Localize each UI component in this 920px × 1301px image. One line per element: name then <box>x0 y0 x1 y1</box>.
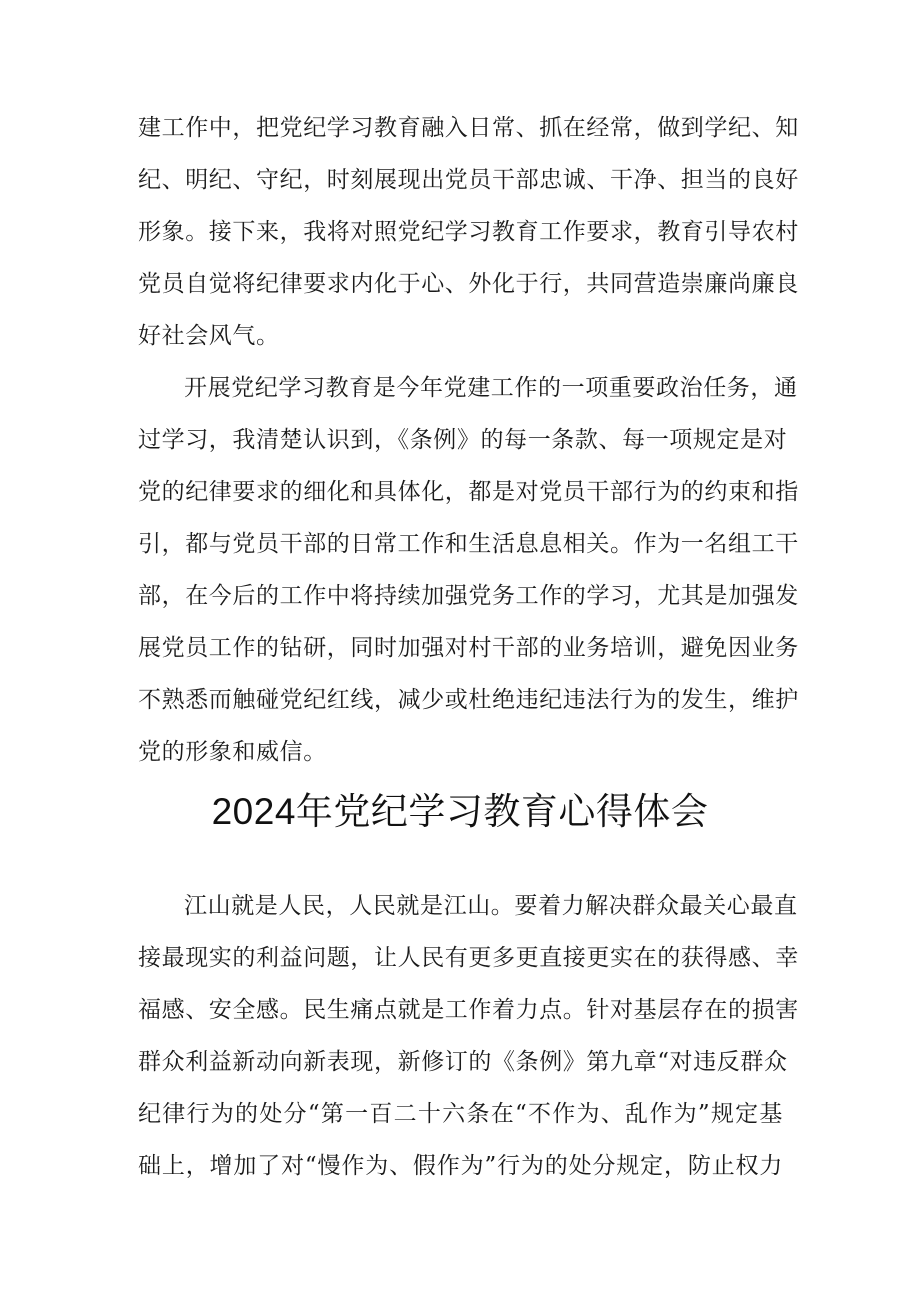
paragraph-1 <box>138 102 799 362</box>
text-line: 党员自觉将纪律要求内化于心、外化于行，共同营造崇廉尚廉良 <box>138 271 799 297</box>
text-line: 过学习，我清楚认识到，《条例》的每一条款、每一项规定是对 <box>138 427 788 453</box>
document-heading: 2024年党纪学习教育心得体会 <box>211 791 709 832</box>
text-line: 群众利益新动向新表现，新修订的《条例》第九章“对违反群众 <box>138 1049 788 1075</box>
text-line: 党的纪律要求的细化和具体化，都是对党员干部行为的约束和指 <box>138 479 799 505</box>
text-line: 引，都与党员干部的日常工作和生活息息相关。作为一名组工干 <box>138 531 799 557</box>
text-line: 江山就是人民，人民就是江山。要着力解决群众最关心最直 <box>184 893 798 919</box>
text-line: 部，在今后的工作中将持续加强党务工作的学习，尤其是加强发 <box>138 583 799 609</box>
text-line: 展党员工作的钻研，同时加强对村干部的业务培训，避免因业务 <box>138 635 799 661</box>
text-line: 纪律行为的处分“第一百二十六条在“不作为、乱作为”规定基 <box>138 1101 783 1127</box>
text-line: 建工作中，把党纪学习教育融入日常、抓在经常，做到学纪、知 <box>138 115 799 141</box>
text-line: 形象。接下来，我将对照党纪学习教育工作要求，教育引导农村 <box>138 219 799 245</box>
text-line: 福感、安全感。民生痛点就是工作着力点。针对基层存在的损害 <box>138 997 799 1023</box>
text-line: 好社会风气。 <box>138 323 280 349</box>
text-line: 党的形象和威信。 <box>138 739 327 765</box>
text-line: 不熟悉而触碰党纪红线，减少或杜绝违纪违法行为的发生，维护 <box>138 687 799 713</box>
text-line: 接最现实的利益问题，让人民有更多更直接更实在的获得感、幸 <box>138 945 799 971</box>
text-line: 础上，增加了对“慢作为、假作为”行为的处分规定，防止权力 <box>138 1153 783 1179</box>
text-line: 纪、明纪、守纪，时刻展现出党员干部忠诚、干净、担当的良好 <box>138 167 799 193</box>
paragraph-3 <box>138 880 799 1192</box>
text-line: 开展党纪学习教育是今年党建工作的一项重要政治任务，通 <box>184 375 798 401</box>
body-text-bottom <box>138 880 799 1192</box>
paragraph-2 <box>138 362 799 778</box>
body-text-top <box>138 102 799 778</box>
